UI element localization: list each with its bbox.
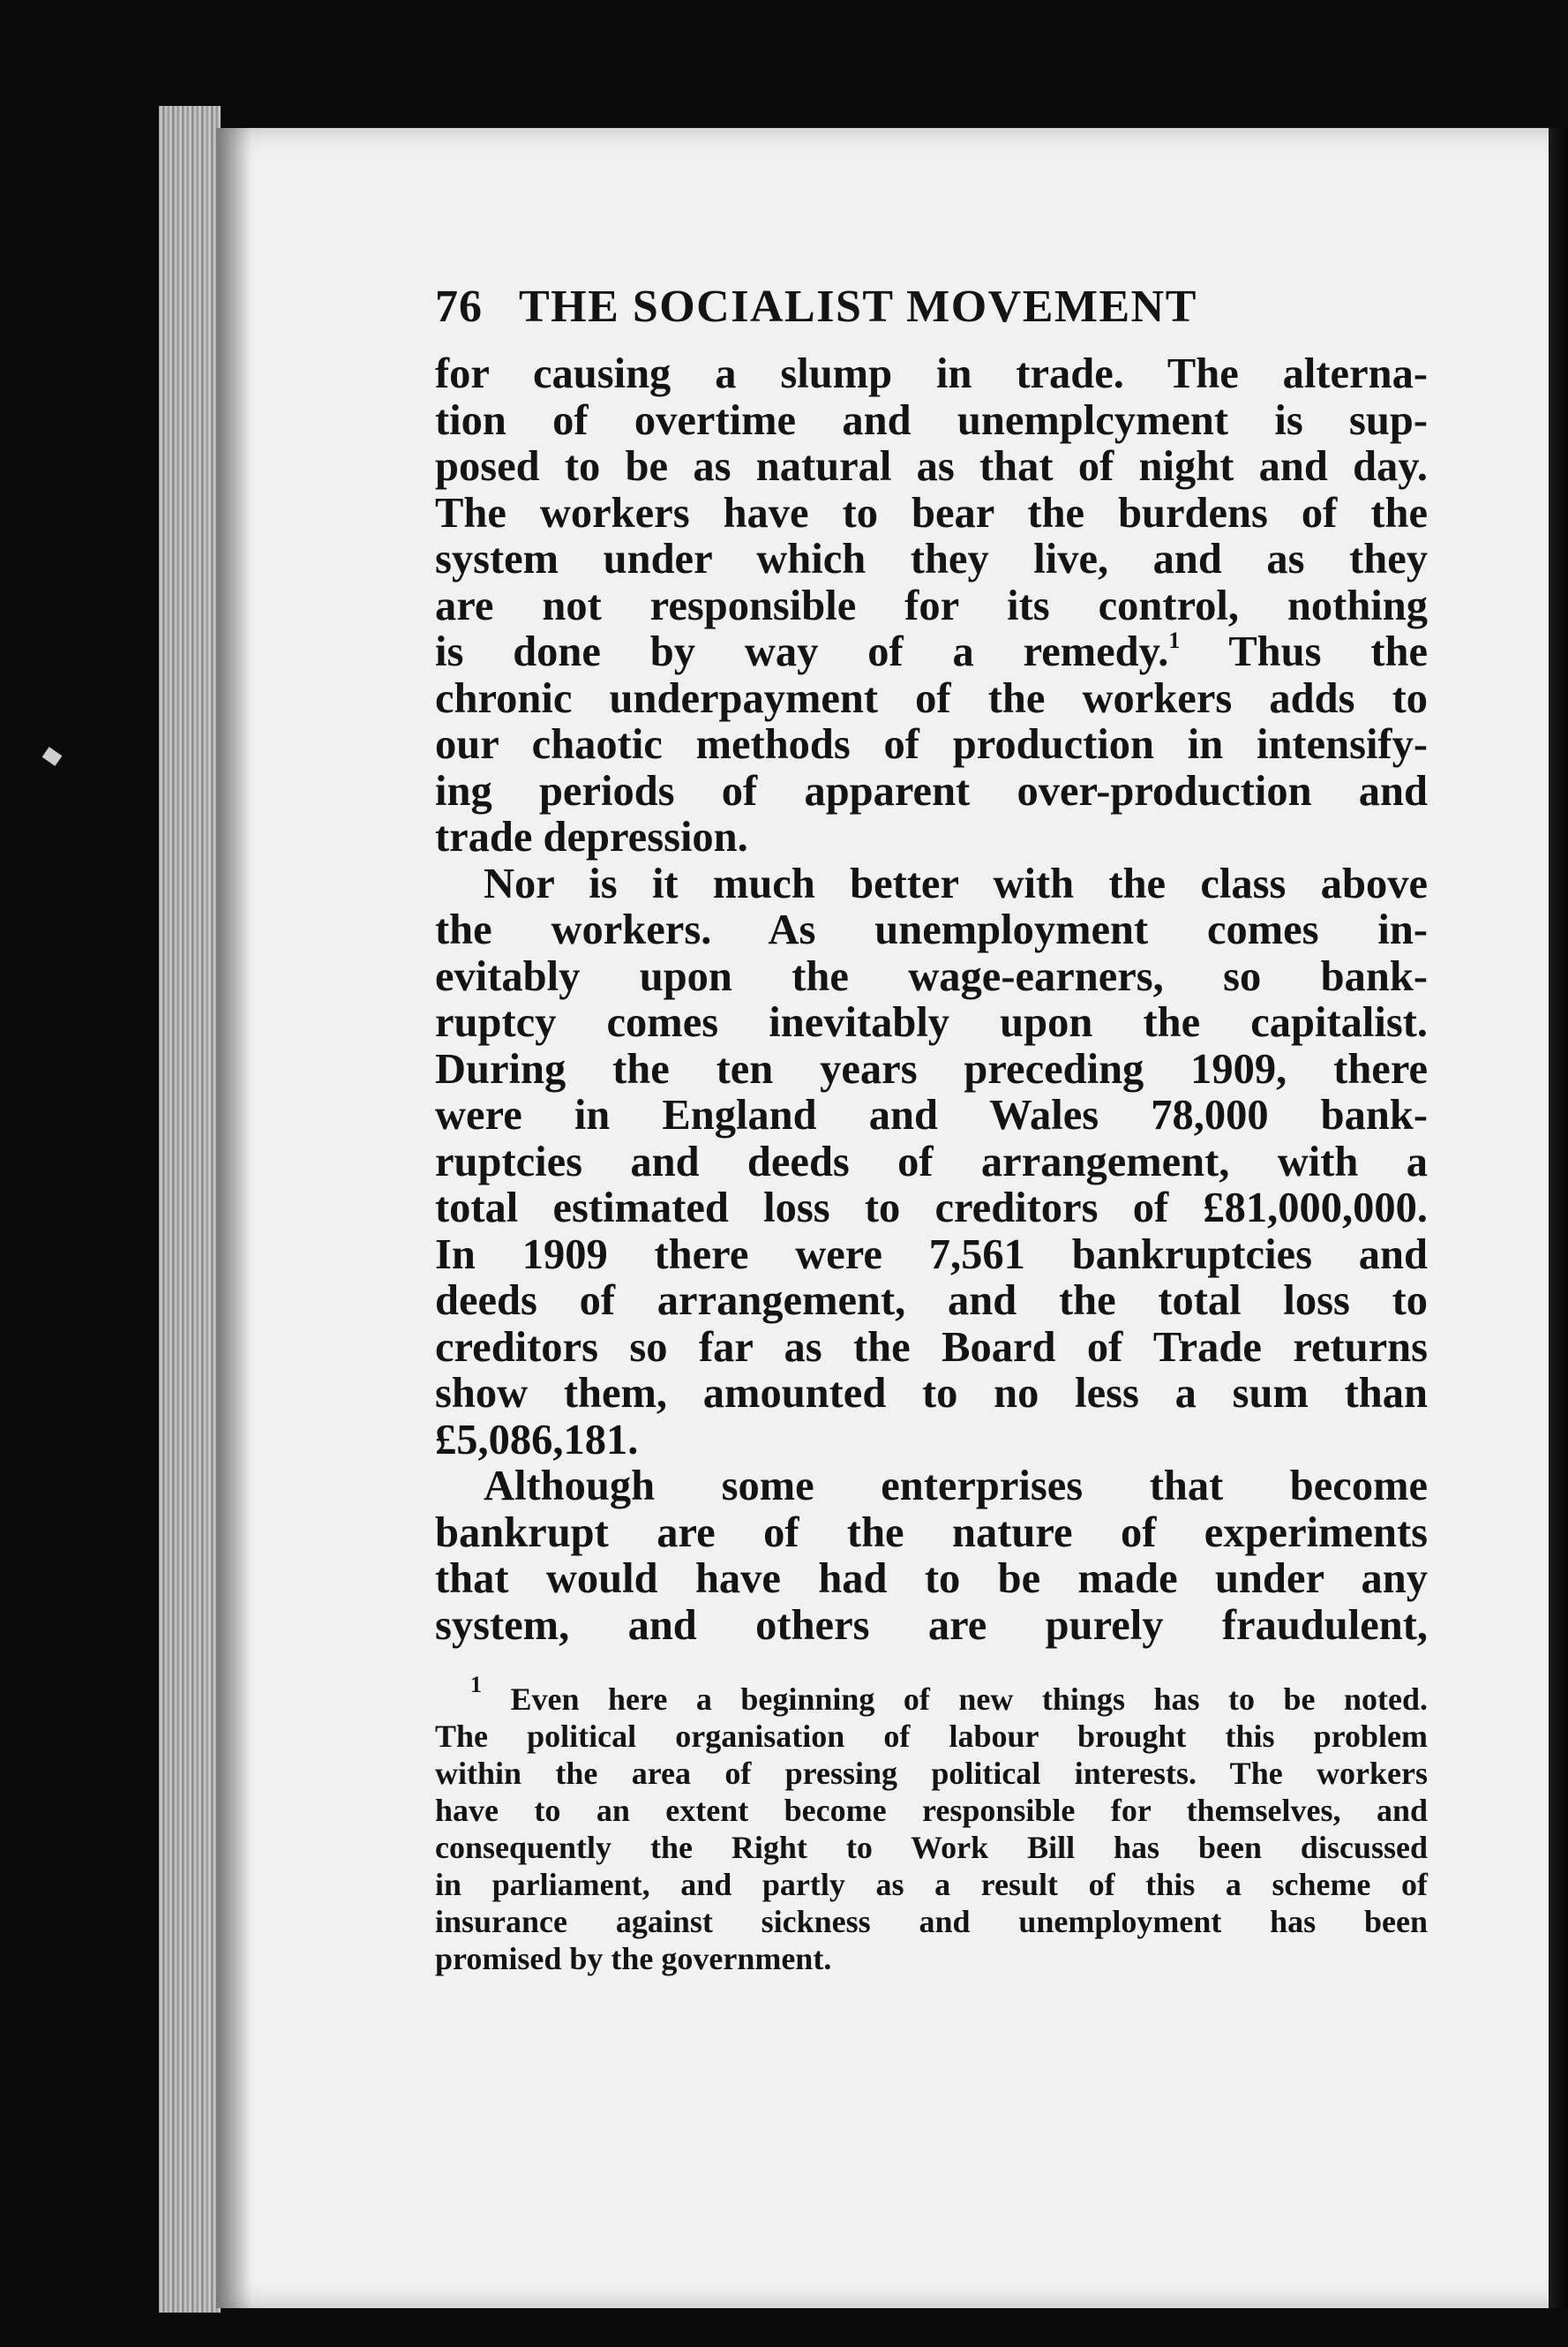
- footnote-line: The political organisation of labour brought this problem: [435, 1719, 1428, 1754]
- paragraph-3: [435, 1463, 1428, 1649]
- footnote-line: within the area of pressing political interests. The workers: [435, 1756, 1428, 1791]
- footnote-line: consequently the Right to Work Bill has been discussed: [435, 1830, 1428, 1865]
- text-line: During the ten years preceding 1909, there: [435, 1045, 1428, 1093]
- text-line: posed to be as natural as that of night and day.: [435, 443, 1428, 490]
- text-line: for causing a slump in trade. The alterna-: [435, 350, 1428, 397]
- text-line: deeds of arrangement, and the total loss to: [435, 1277, 1428, 1324]
- text-line: Although some enterprises that become: [484, 1463, 1428, 1509]
- text-line: show them, amounted to no less a sum than: [435, 1370, 1428, 1417]
- text-line: tion of overtime and unemplcyment is sup-: [435, 396, 1428, 444]
- page-text: [435, 281, 1428, 1977]
- footnote-line: in parliament, and partly as a result of this a scheme of: [435, 1867, 1428, 1902]
- running-title: THE SOCIALIST MOVEMENT: [519, 282, 1197, 332]
- text-line: £5,086,181.: [435, 1416, 639, 1463]
- page-right-edge: [1549, 128, 1568, 2308]
- paragraph-2: [435, 861, 1428, 1464]
- body-text: [435, 351, 1428, 1649]
- text-fragment: Even here a beginning of new things has to be noted.: [510, 1681, 1429, 1717]
- text-line: chronic underpayment of the workers adds to: [435, 674, 1428, 722]
- text-line: ing periods of apparent over-production and: [435, 767, 1428, 815]
- footnote-marker: 1: [470, 1672, 482, 1697]
- footnote: [435, 1672, 1429, 1977]
- text-line: ruptcy comes inevitably upon the capitalist.: [435, 999, 1428, 1046]
- footnote-reference: 1: [1168, 628, 1181, 653]
- text-line: evitably upon the wage-earners, so bank-: [435, 952, 1428, 1000]
- text-line: Nor is it much better with the class above: [484, 860, 1428, 907]
- text-line: The workers have to bear the burdens of the: [435, 489, 1428, 537]
- footnote-line: [435, 1672, 1429, 1718]
- text-line: our chaotic methods of production in intensify-: [435, 721, 1428, 768]
- margin-mark: [42, 747, 63, 766]
- footnote-line: insurance against sickness and unemployment has been: [435, 1904, 1428, 1939]
- footnote-line: have to an extent become responsible for themselves, and: [435, 1793, 1428, 1828]
- text-line: are not responsible for its control, nothing: [435, 582, 1428, 629]
- text-line: were in England and Wales 78,000 bank-: [435, 1092, 1428, 1139]
- text-line: trade depression.: [435, 814, 748, 861]
- text-line: bankrupt are of the nature of experiments: [435, 1508, 1428, 1556]
- text-line: the workers. As unemployment comes in-: [435, 906, 1428, 953]
- text-fragment: is done by way of a remedy.: [435, 628, 1169, 675]
- text-line: system under which they live, and as they: [435, 536, 1428, 583]
- text-line: [435, 629, 1428, 676]
- text-line: ruptcies and deeds of arrangement, with a: [435, 1138, 1428, 1185]
- text-line: system, and others are purely fraudulent,: [435, 1601, 1428, 1649]
- footnote-line: promised by the government.: [435, 1941, 832, 1976]
- text-line: total estimated loss to creditors of £81,000,000.: [435, 1185, 1428, 1231]
- text-line: In 1909 there were 7,561 bankruptcies and: [435, 1230, 1428, 1278]
- text-line: creditors so far as the Board of Trade returns: [435, 1323, 1428, 1371]
- text-fragment: Thus the: [1180, 628, 1429, 675]
- page-number: 76: [435, 282, 483, 332]
- book-page-edges: [159, 106, 221, 2313]
- paragraph-1: [435, 351, 1428, 861]
- running-head: [435, 281, 1428, 351]
- spine-shadow: [216, 128, 251, 2308]
- text-line: that would have had to be made under any: [435, 1555, 1428, 1602]
